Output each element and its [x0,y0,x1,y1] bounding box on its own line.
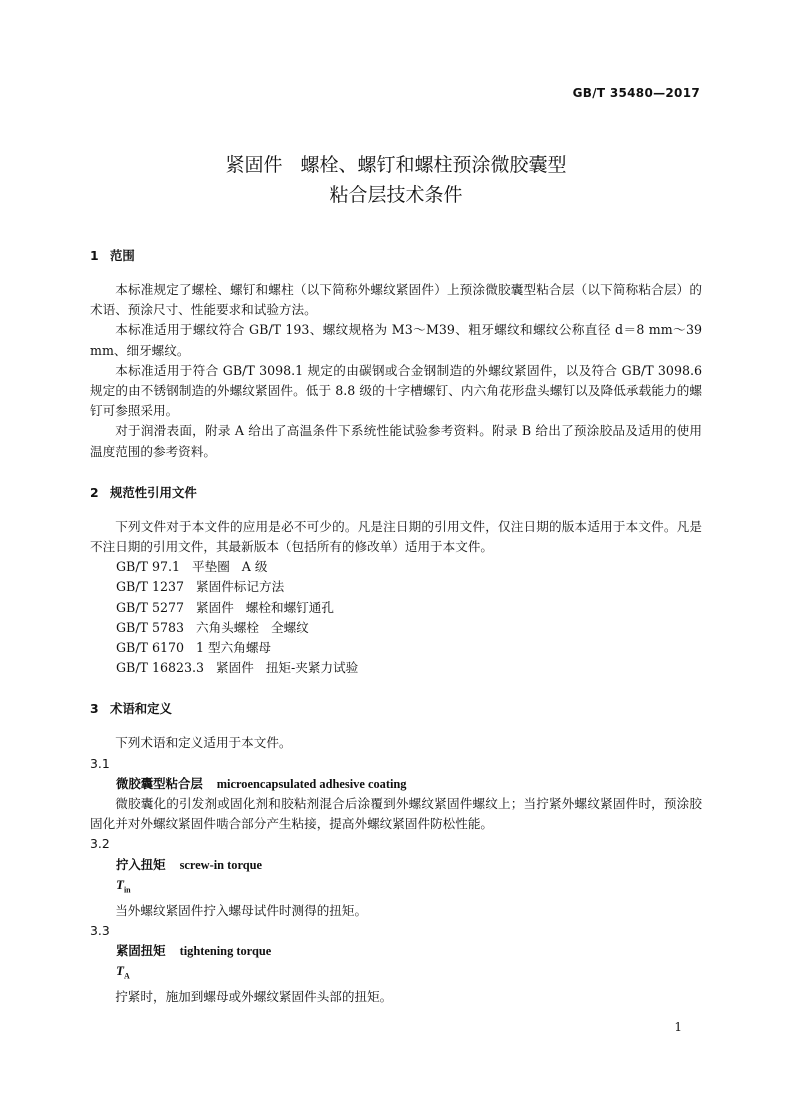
paragraph: 下列术语和定义适用于本文件。 [115,735,292,751]
term-title [90,855,702,875]
term-number: 3.3 [90,922,110,938]
section-1-heading [90,245,702,267]
symbol-subscript: A [123,971,130,981]
page-number: 1 [674,1020,682,1034]
term-english: screw-in torque [179,857,263,872]
term-chinese: 紧固扭矩 [116,943,166,959]
term-symbol [90,875,702,901]
term-chinese: 微胶囊型粘合层 [116,775,203,791]
section-3-heading [90,698,702,720]
symbol-letter: T [116,963,124,979]
section-title: 规范性引用文件 [110,484,197,500]
paragraph: 本标准规定了螺栓、螺钉和螺柱（以下简称外螺纹紧固件）上预涂微胶囊型粘合层（以下简称粘合层）的术语、预涂尺寸、性能要求和试验方法。 [90,282,702,318]
reference-item: GB/T 6170 1 型六角螺母 [116,640,272,656]
document-title [0,150,792,210]
term-definition: 微胶囊化的引发剂或固化剂和胶粘剂混合后涂覆到外螺纹紧固件螺纹上；当拧紧外螺纹紧固件时，预涂胶固化并对外螺纹紧固件啮合部分产生粘接，提高外螺纹紧固件防松性能。 [90,796,702,832]
term-number: 3.2 [90,836,110,852]
reference-item: GB/T 16823.3 紧固件 扭矩-夹紧力试验 [116,660,359,676]
section-number: 2 [90,484,99,500]
section-title: 范围 [110,248,135,263]
reference-item: GB/T 5783 六角头螺栓 全螺纹 [116,619,309,635]
reference-item: GB/T 5277 紧固件 螺栓和螺钉通孔 [116,599,334,615]
title-line-1: 紧固件 螺栓、螺钉和螺柱预涂微胶囊型 [225,154,567,176]
term-definition: 当外螺纹紧固件拧入螺母试件时测得的扭矩。 [115,902,368,918]
standard-code: GB/T 35480—2017 [572,86,700,100]
paragraph: 本标准适用于螺纹符合 GB/T 193、螺纹规格为 M3～M39、粗牙螺纹和螺纹公称直径 d＝8 mm～39 mm、细牙螺纹。 [90,322,702,358]
term-title [90,941,702,961]
term-symbol [90,961,702,987]
term-english: tightening torque [179,944,272,959]
section-title: 术语和定义 [110,701,172,717]
symbol-letter: T [116,876,124,892]
reference-item: GB/T 1237 紧固件标记方法 [116,579,285,595]
title-line-2: 粘合层技术条件 [329,184,463,206]
paragraph: 对于润滑表面，附录 A 给出了高温条件下系统性能试验参考资料。附录 B 给出了预涂胶品及适用的使用温度范围的参考资料。 [90,423,702,459]
term-chinese: 拧入扭矩 [116,856,166,872]
reference-item: GB/T 97.1 平垫圈 A 级 [116,559,268,575]
document-body [90,245,702,1007]
section-number: 3 [90,701,99,717]
paragraph: 下列文件对于本文件的应用是必不可少的。凡是注日期的引用文件，仅注日期的版本适用于本文件。凡是不注日期的引用文件，其最新版本（包括所有的修改单）适用于本文件。 [90,518,702,555]
section-2-heading [90,482,702,504]
term-english: microencapsulated adhesive coating [216,776,407,791]
section-number: 1 [90,248,99,263]
term-title [90,774,702,794]
paragraph: 本标准适用于符合 GB/T 3098.1 规定的由碳钢或合金钢制造的外螺纹紧固件，以及符合 GB/T 3098.6 规定的由不锈钢制造的外螺纹紧固件。低于 8.8 级的十字槽螺钉、内六角花形盘头螺钉以及降低承载能力的螺钉可参照采用。 [90,362,702,419]
term-definition: 拧紧时，施加到螺母或外螺纹紧固件头部的扭矩。 [115,989,393,1005]
term-number: 3.1 [90,755,110,771]
symbol-subscript: in [123,885,131,895]
